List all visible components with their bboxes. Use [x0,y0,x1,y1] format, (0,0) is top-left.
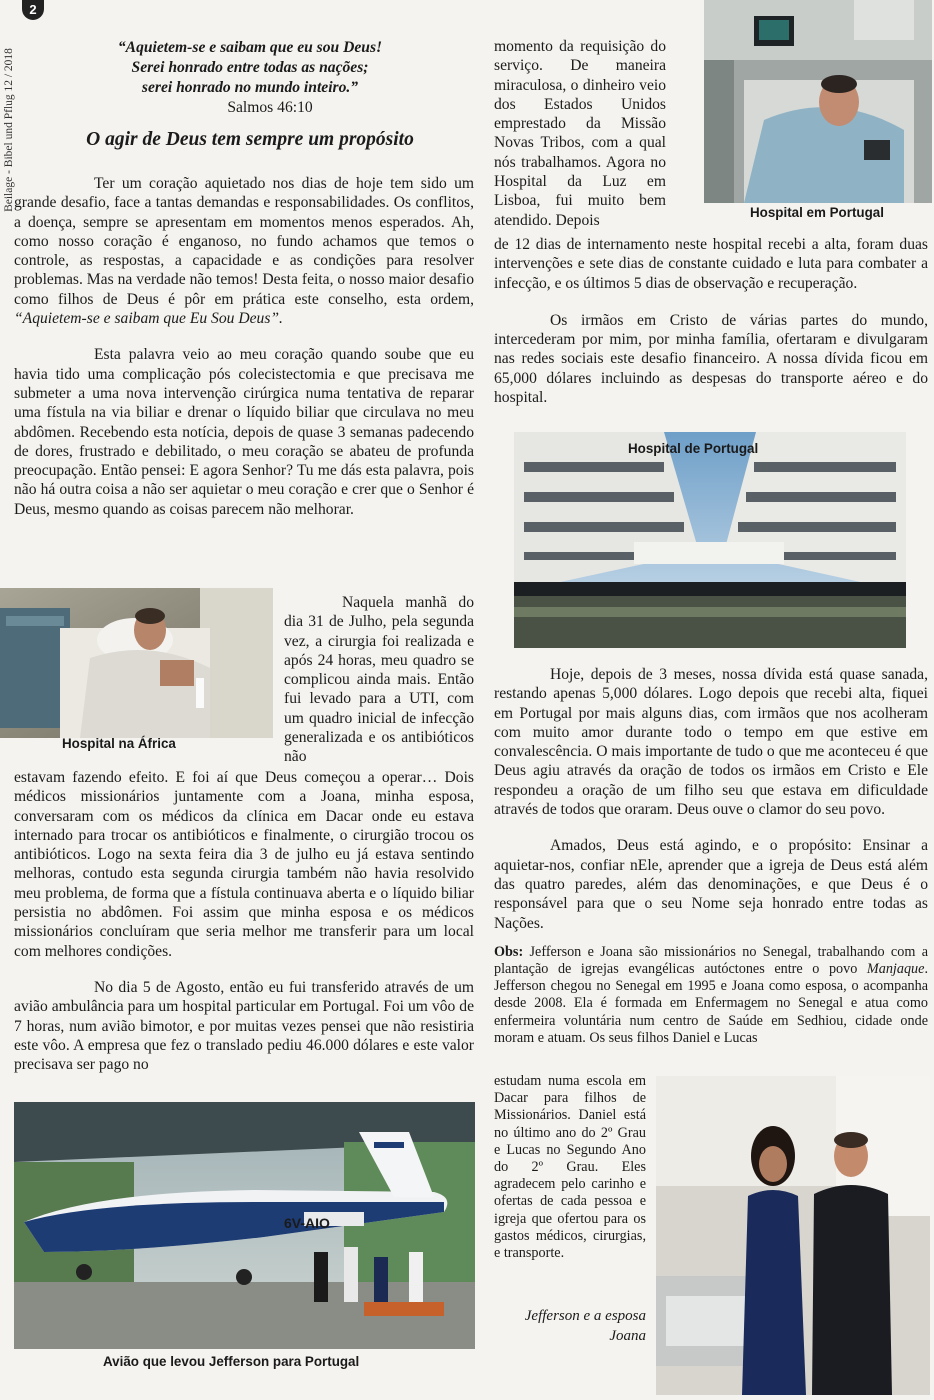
paragraph-7: Hoje, depois de 3 meses, nossa dívida está quase sanada, restando apenas 5,000 dólares. Logo depois que recebi alta, fiquei em Portugal por mais alguns dias, com irmãos que nos acolheram com muito amor durante todo o tempo em que estive em convalescência. O mais importante de tudo o que me aconteceu é que Deus agiu através da oração de todos os irmãos em Cristo e Ele respondeu a oração de um filho seu que estava em dificuldade através de todos que oraram. Deus ouve o clamor do seu povo. [494,666,928,819]
paragraph-5b: de 12 dias de internamento neste hospital recebi a alta, foram duas intervenções e sete dias de constante cuidado e luta para combater a infecção, e os últimos 5 dias de observação e recuperação. [494,236,928,292]
hospital-africa-image [0,588,273,738]
couple-image [656,1076,930,1395]
scripture-quote [60,38,440,118]
paragraph-6: Os irmãos em Cristo de várias partes do mundo, intercederam por mim, por minha família, ofertaram e divulgaram nas redes sociais este desafio financeiro. A nossa dívida ficou em 65,000 dólares incluindo as despesas do transporte aéreo e do hospital. [494,311,928,407]
hospital-portugal-bed-image [704,0,932,203]
obs-paragraph-continued: estudam numa escola em Dacar para filhos de Missionários. Daniel está no último ano do 2º Grau e Lucas no Segundo Ano do 2º Grau. Eles agradecem pelo carinho e ofertas de cada pessoa e igreja que ofertou para os gastos médicos, cirurgias, e transporte. [494,1073,646,1262]
paragraph-1-quote: “Aquietem-se e saibam que Eu Sou Deus”. [14,310,283,328]
left-column-wrap [284,593,474,767]
caption-hospital-em-portugal: Hospital em Portugal [750,205,884,220]
left-column-bottom [14,768,474,1074]
side-text: Beilage - Bibel und Pflug 12 / 2018 [3,48,15,212]
photo-hospital-africa [0,588,273,738]
quote-line-3: serei honrado no mundo inteiro.” [141,79,359,96]
quote-line-2: Serei honrado entre todas as nações; [131,59,369,76]
paragraph-3b: estavam fazendo efeito. E foi aí que Deus começou a operar… Dois médicos missionários juntamente com a Joana, minha esposa, conversaram com os médicos da clínica em Dacar onde eu estava internado para trocar os antibióticos e finalmente, o cirurgião trocou os antibióticos. Logo na sexta feira dia 3 de julho eu já estava sentindo melhoras, contudo esta segunda cirurgia também não havia resolvido meu problema, de forma que a fístula continuava aberta e o líquido biliar persistia no abdômen. Foi assim que minha esposa e os médicos missionários concluíram que seria melhor me transferir para um local com melhores condições. [14,769,474,960]
paragraph-4: No dia 5 de Agosto, então eu fui transferido através de um avião ambulância para um hospital particular em Portugal. Foi um vôo de 7 horas, num avião bimotor, e por muitas vezes pensei que não resistiria este vôo. A empresa que fez o translado pediu 46.000 dólares e este valor precisava ser pago no [14,978,474,1074]
obs-paragraph [494,944,928,1047]
photo-airplane [14,1102,475,1349]
photo-couple [656,1076,930,1395]
obs-text-b: . Jefferson chegou no Senegal em 1995 e Joana como esposa, o acompanha desde 2008. Ela é formada em Enfermagem no Senegal e atua como enfermeira voluntária num centro de Saúde em Sedhiou, cidade onde moram e atuam. Os seus filhos Daniel e Lucas [494,961,928,1046]
photo-hospital-de-portugal [514,432,906,648]
left-column-top [14,174,474,519]
paragraph-5a: momento da requisição do serviço. De maneira miraculosa, o dinheiro veio dos Estados Unidos emprestado da Missão Novas Tribos, com a qual nós trabalhamos. Agora no Hospital da Luz em Lisboa, fui muito bem atendido. Depois [494,38,666,229]
right-column-wrap [494,37,666,230]
page-number: 2 [22,0,44,20]
paragraph-2: Esta palavra veio ao meu coração quando soube que eu havia tido uma complicação pós colecistectomia e que precisava me submeter a uma nova intervenção cirúrgica numa tentativa de reparar uma fístula na via biliar e drenar o líquido biliar que circulava no meu abdômen. Recebendo esta notícia, depois de quase 3 semanas padecendo de dores, frustrado e debilitado, o meu coração se abateu de profunda preocupação. Então pensei: E agora Senhor? Tu me dás esta palavra, pois não há outra coisa a não ser aquietar o meu coração e crer que o Senhor é Deus, mesmo quando as coisas parecem não melhorar. [14,346,474,518]
paragraph-8: Amados, Deus está agindo, e o propósito: Ensinar a aquietar-nos, confiar nEle, aprender que a igreja de Deus está além das quatro paredes, além das denominações, e que Deus é o responsável para que o seu Nome seja honrado entre todas as Nações. [494,837,928,932]
obs-italic: Manjaque [866,961,925,978]
caption-hospital-de-portugal: Hospital de Portugal [628,441,759,456]
right-column-upper [494,235,928,407]
caption-hospital-africa: Hospital na África [62,736,176,751]
hospital-building-image [514,432,906,648]
obs-label: Obs: [494,943,524,960]
plane-registration: 6V-AIO [284,1215,330,1231]
obs-text-a: Jefferson e Joana são missionários no Senegal, trabalhando com a plantação de igrejas evangélicas autóctones entre o povo [494,943,928,978]
airplane-image [14,1102,475,1349]
quote-reference: Salmos 46:10 [227,99,313,116]
paragraph-1-text: Ter um coração aquietado nos dias de hoje tem sido um grande desafio, face a tantas demandas e responsabilidades. Os conflitos, a doença, sempre se apresentam em momentos menos esperados. Ah, como nosso coração é enganoso, no fundo achamos que temos o controle, as respostas, a capacidade e as condições para resolver problemas. Mas na verdade não temos! Desta feita, o nosso maior desafio como filhos de Deus é pôr em prática este conselho, esta ordem, [14,175,474,308]
right-column-lower [494,665,928,1047]
caption-couple-line1: Jefferson e a esposa [524,1308,646,1324]
paragraph-3a: Naquela manhã do dia 31 de Julho, pela segunda vez, a cirurgia foi realizada e após 24 horas, meu quadro se complicou ainda mais. Então fui levado para a UTI, com um quadro inicial de infecção generalizada e os antibióticos não [284,594,474,766]
quote-line-1: “Aquietem-se e saibam que eu sou Deus! [117,39,383,56]
caption-couple [500,1306,646,1346]
right-column-wrap-bottom [494,1073,646,1262]
caption-couple-line2: Joana [609,1328,646,1344]
caption-airplane: Avião que levou Jefferson para Portugal [103,1354,360,1369]
photo-hospital-em-portugal [704,0,932,203]
article-title: O agir de Deus tem sempre um propósito [86,129,414,150]
paragraph-1 [14,174,474,328]
